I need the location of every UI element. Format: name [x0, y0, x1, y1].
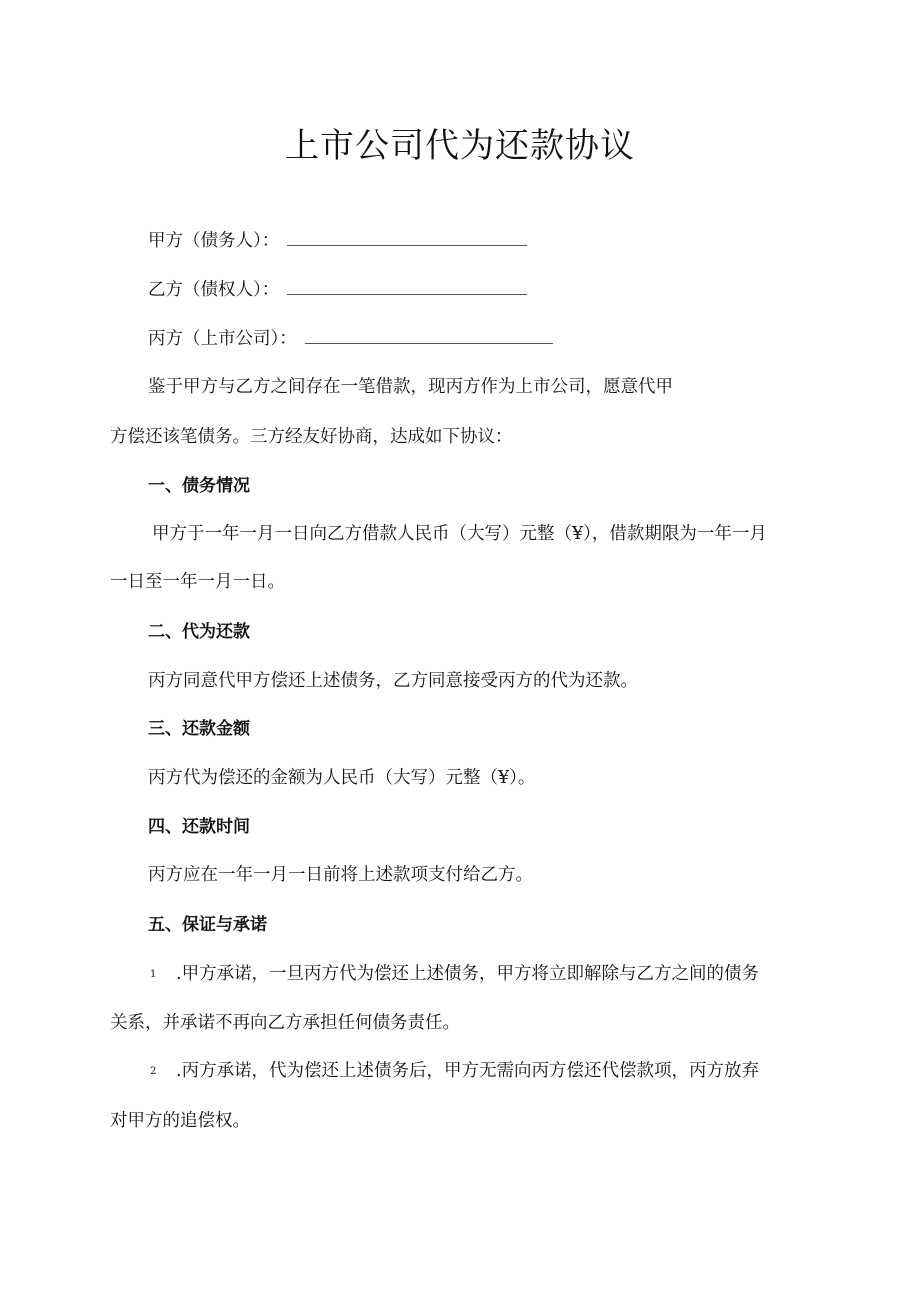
party-c-row	[148, 326, 553, 352]
section-1-heading: 一、债务情况	[148, 476, 250, 496]
intro-line-1: 鉴于甲方与乙方之间存在一笔借款，现丙方作为上市公司，愿意代甲	[148, 377, 673, 397]
section-3-line-1: 丙方代为偿还的金额为人民币（大写）元整（¥）。	[148, 768, 536, 788]
section-1-line-2: 一日至一年一月一日。	[110, 572, 285, 592]
section-2-line-1: 丙方同意代甲方偿还上述债务，乙方同意接受丙方的代为还款。	[148, 671, 638, 691]
section-5-item-2	[150, 1058, 759, 1085]
party-c-blank[interactable]	[305, 329, 553, 344]
item-2-number: 2	[150, 1065, 157, 1077]
item-1-number: 1	[150, 968, 157, 980]
section-3-heading: 三、还款金额	[148, 719, 250, 739]
section-4-line-1: 丙方应在一年一月一日前将上述款项支付给乙方。	[148, 865, 533, 885]
party-a-blank[interactable]	[287, 231, 527, 246]
party-b-row	[148, 277, 527, 303]
item-2-line-1: .丙方承诺，代为偿还上述债务后，甲方无需向丙方偿还代偿款项，丙方放弃	[176, 1061, 760, 1081]
party-c-label: 丙方（上市公司）：	[148, 329, 297, 349]
section-2-heading: 二、代为还款	[148, 622, 250, 642]
section-1-line-1: 甲方于一年一月一日向乙方借款人民币（大写）元整（¥），借款期限为一年一月	[152, 524, 767, 544]
party-a-row	[148, 228, 527, 254]
party-b-label: 乙方（债权人）：	[148, 280, 280, 300]
section-5-item-1-line-2: 关系，并承诺不再向乙方承担任何债务责任。	[110, 1013, 460, 1033]
section-4-heading: 四、还款时间	[148, 817, 250, 837]
document-title: 上市公司代为还款协议	[285, 126, 635, 166]
item-1-line-1: .甲方承诺，一旦丙方代为偿还上述债务，甲方将立即解除与乙方之间的债务	[176, 964, 760, 984]
section-5-item-2-line-2: 对甲方的追偿权。	[110, 1111, 250, 1131]
party-b-blank[interactable]	[287, 280, 527, 295]
party-a-label: 甲方（债务人）：	[148, 231, 280, 251]
section-5-heading: 五、保证与承诺	[148, 915, 267, 935]
section-5-item-1	[150, 961, 759, 988]
intro-line-2: 方偿还该笔债务。三方经友好协商，达成如下协议：	[110, 427, 513, 447]
